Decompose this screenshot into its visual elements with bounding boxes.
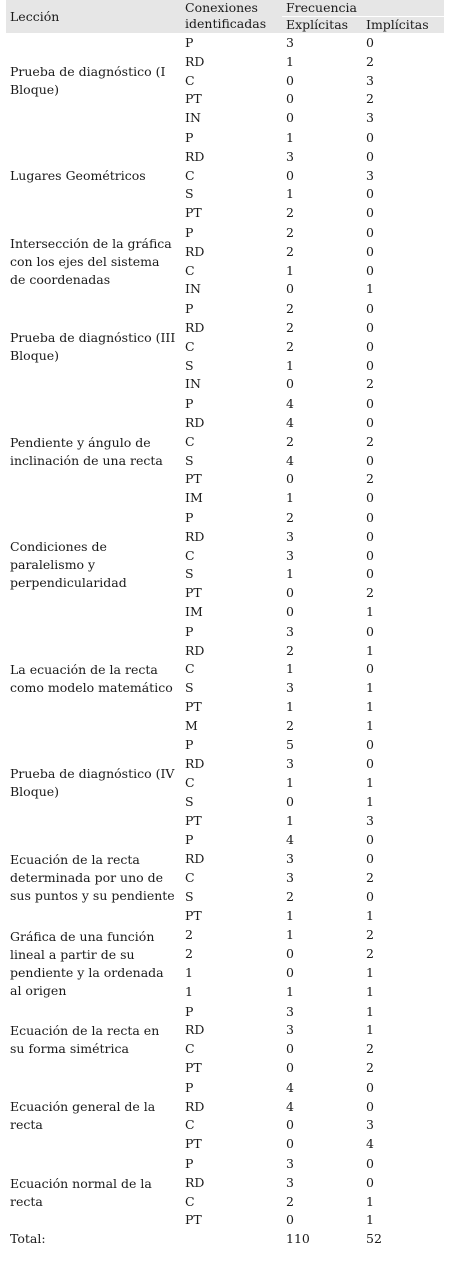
explicit-cell: 2 (286, 319, 294, 335)
connection-cell: S (185, 357, 194, 373)
connection-cell: 2 (185, 946, 193, 962)
connection-cell: PT (185, 471, 202, 487)
implicit-cell: 0 (366, 205, 374, 221)
connection-cell: PT (185, 205, 202, 221)
explicit-cell: 3 (282, 622, 362, 641)
implicit-cell: 1 (366, 717, 374, 733)
implicit-cell: 2 (366, 471, 374, 487)
implicit-cell: 0 (366, 452, 374, 468)
connection-cell: PT (185, 812, 202, 828)
explicit-cell: 0 (286, 167, 294, 183)
total-implicit: 52 (366, 1231, 382, 1247)
explicit-cell: 2 (282, 223, 362, 242)
implicit-cell: 2 (366, 53, 374, 69)
connection-cell: P (181, 736, 282, 755)
explicit-cell: 1 (286, 983, 294, 999)
connection-cell: RD (185, 642, 205, 658)
implicit-cell: 2 (366, 585, 374, 601)
explicit-cell: 1 (286, 775, 294, 791)
explicit-cell: 2 (286, 243, 294, 259)
explicit-cell: 4 (282, 1078, 362, 1097)
connection-cell: C (185, 870, 195, 886)
implicit-cell: 0 (362, 34, 444, 53)
connection-cell: P (181, 622, 282, 641)
connection-cell: C (185, 338, 195, 354)
explicit-cell: 0 (286, 376, 294, 392)
table-row (6, 1078, 444, 1097)
explicit-cell: 3 (286, 547, 294, 563)
connection-cell: S (185, 793, 194, 809)
lesson-cell: Prueba de diagnóstico (IV Bloque) (6, 736, 181, 831)
explicit-cell: 3 (286, 756, 294, 772)
implicit-cell: 3 (366, 1117, 374, 1133)
connection-cell: C (185, 262, 195, 278)
implicit-cell: 1 (366, 907, 374, 923)
explicit-cell: 4 (282, 831, 362, 850)
connection-cell: RD (185, 319, 205, 335)
table-row (6, 831, 444, 850)
connection-cell: C (185, 167, 195, 183)
explicit-cell: 1 (286, 907, 294, 923)
implicit-cell: 0 (362, 508, 444, 527)
connection-cell: RD (185, 243, 205, 259)
implicit-cell: 0 (362, 128, 444, 147)
implicit-cell: 3 (366, 110, 374, 126)
explicit-cell: 3 (282, 1155, 362, 1174)
connection-cell: C (185, 1117, 195, 1133)
header-implicit: Implícitas (362, 17, 444, 34)
implicit-cell: 0 (362, 622, 444, 641)
connection-cell: S (185, 888, 194, 904)
connection-cell: IM (185, 490, 203, 506)
connection-cell: PT (185, 907, 202, 923)
table-row (6, 395, 444, 414)
connection-cell: PT (185, 91, 202, 107)
explicit-cell: 4 (286, 1098, 294, 1114)
implicit-cell: 0 (362, 831, 444, 850)
lesson-cell: Ecuación de la recta en su forma simétrica (6, 1002, 181, 1078)
connection-cell: P (181, 1078, 282, 1097)
total-row (6, 1230, 444, 1248)
explicit-cell: 3 (286, 851, 294, 867)
explicit-cell: 3 (286, 1022, 294, 1038)
connection-cell: P (181, 34, 282, 53)
explicit-cell: 0 (286, 965, 294, 981)
connection-cell: C (185, 775, 195, 791)
implicit-cell: 2 (362, 926, 444, 945)
explicit-cell: 3 (286, 1174, 294, 1190)
connection-cell: IN (185, 110, 201, 126)
connection-cell: S (185, 186, 194, 202)
explicit-cell: 2 (286, 717, 294, 733)
explicit-cell: 3 (282, 1002, 362, 1021)
explicit-cell: 1 (286, 812, 294, 828)
table-row (6, 1155, 444, 1174)
connection-cell: P (181, 831, 282, 850)
implicit-cell: 2 (366, 946, 374, 962)
connection-cell: C (185, 1041, 195, 1057)
connection-cell: PT (185, 585, 202, 601)
connection-cell: RD (185, 414, 205, 430)
table-row (6, 300, 444, 319)
header-connections: Conexiones identificadas (181, 0, 282, 34)
implicit-cell: 2 (366, 433, 374, 449)
explicit-cell: 3 (286, 528, 294, 544)
table-row (6, 622, 444, 641)
connection-cell: P (181, 300, 282, 319)
explicit-cell: 2 (286, 205, 294, 221)
explicit-cell: 1 (286, 661, 294, 677)
implicit-cell: 2 (366, 870, 374, 886)
explicit-cell: 0 (286, 281, 294, 297)
explicit-cell: 1 (286, 186, 294, 202)
implicit-cell: 0 (366, 1098, 374, 1114)
lesson-cell: Ecuación general de la recta (6, 1078, 181, 1154)
explicit-cell: 3 (286, 870, 294, 886)
implicit-cell: 0 (366, 338, 374, 354)
implicit-cell: 1 (366, 775, 374, 791)
implicit-cell: 0 (362, 395, 444, 414)
implicit-cell: 0 (366, 1174, 374, 1190)
implicit-cell: 1 (366, 983, 374, 999)
implicit-cell: 0 (362, 1155, 444, 1174)
explicit-cell: 0 (286, 603, 294, 619)
lesson-cell: Prueba de diagnóstico (III Bloque) (6, 300, 181, 395)
connection-cell: P (181, 128, 282, 147)
explicit-cell: 0 (286, 585, 294, 601)
total-explicit: 110 (286, 1231, 310, 1247)
implicit-cell: 0 (366, 262, 374, 278)
explicit-cell: 3 (286, 148, 294, 164)
connection-cell: S (185, 680, 194, 696)
connection-cell: IM (185, 603, 203, 619)
explicit-cell: 2 (282, 508, 362, 527)
connection-cell: PT (185, 1060, 202, 1076)
header-lesson: Lección (6, 0, 181, 34)
explicit-cell: 1 (286, 262, 294, 278)
implicit-cell: 0 (362, 1078, 444, 1097)
implicit-cell: 0 (366, 357, 374, 373)
connection-cell: P (181, 395, 282, 414)
explicit-cell: 1 (282, 926, 362, 945)
connection-cell: P (181, 508, 282, 527)
connection-cell: PT (185, 1212, 202, 1228)
explicit-cell: 0 (286, 72, 294, 88)
explicit-cell: 1 (286, 698, 294, 714)
connection-cell: PT (185, 1136, 202, 1152)
table-row (6, 223, 444, 242)
implicit-cell: 1 (366, 1212, 374, 1228)
total-empty (181, 1230, 282, 1248)
explicit-cell: 0 (286, 1117, 294, 1133)
connection-cell: RD (185, 1174, 205, 1190)
implicit-cell: 2 (366, 91, 374, 107)
explicit-cell: 0 (286, 1212, 294, 1228)
table-row (6, 508, 444, 527)
connection-cell: C (185, 1193, 195, 1209)
explicit-cell: 0 (286, 1060, 294, 1076)
lesson-cell: La ecuación de la recta como modelo matemático (6, 622, 181, 736)
explicit-cell: 0 (286, 793, 294, 809)
implicit-cell: 1 (366, 680, 374, 696)
implicit-cell: 1 (366, 793, 374, 809)
explicit-cell: 1 (286, 490, 294, 506)
connection-cell: RD (185, 1022, 205, 1038)
lesson-cell: Ecuación normal de la recta (6, 1155, 181, 1231)
explicit-cell: 0 (286, 110, 294, 126)
implicit-cell: 0 (366, 756, 374, 772)
implicit-cell: 1 (366, 603, 374, 619)
connection-cell: C (185, 72, 195, 88)
connection-cell: S (185, 452, 194, 468)
connection-cell: P (181, 223, 282, 242)
lesson-cell: Intersección de la gráfica con los ejes del sistema de coordenadas (6, 223, 181, 299)
implicit-cell: 0 (366, 661, 374, 677)
connection-cell: PT (185, 698, 202, 714)
explicit-cell: 0 (286, 91, 294, 107)
lesson-cell: Prueba de diagnóstico (I Bloque) (6, 34, 181, 129)
implicit-cell: 1 (366, 281, 374, 297)
connection-cell: S (185, 566, 194, 582)
implicit-cell: 0 (366, 319, 374, 335)
implicit-cell: 4 (366, 1136, 374, 1152)
connection-cell: RD (185, 148, 205, 164)
explicit-cell: 0 (286, 1041, 294, 1057)
implicit-cell: 3 (366, 167, 374, 183)
explicit-cell: 5 (282, 736, 362, 755)
connection-cell: RD (185, 756, 205, 772)
connection-cell: 2 (181, 926, 282, 945)
implicit-cell: 0 (366, 243, 374, 259)
explicit-cell: 4 (286, 414, 294, 430)
implicit-cell: 1 (366, 698, 374, 714)
table-body (6, 34, 444, 1231)
explicit-cell: 2 (286, 888, 294, 904)
implicit-cell: 0 (366, 566, 374, 582)
lesson-cell: Ecuación de la recta determinada por uno de sus puntos y su pendiente (6, 831, 181, 926)
explicit-cell: 0 (286, 471, 294, 487)
connection-cell: M (185, 717, 198, 733)
connection-cell: IN (185, 281, 201, 297)
connections-table (6, 0, 444, 1248)
implicit-cell: 0 (366, 888, 374, 904)
implicit-cell: 1 (366, 1022, 374, 1038)
implicit-cell: 0 (366, 186, 374, 202)
total-label: Total: (10, 1231, 46, 1247)
implicit-cell: 2 (366, 376, 374, 392)
header-explicit: Explícitas (282, 17, 362, 34)
implicit-cell: 0 (362, 300, 444, 319)
explicit-cell: 2 (286, 433, 294, 449)
explicit-cell: 3 (286, 680, 294, 696)
explicit-cell: 2 (286, 642, 294, 658)
implicit-cell: 1 (366, 965, 374, 981)
lesson-cell: Pendiente y ángulo de inclinación de una recta (6, 395, 181, 509)
connection-cell: P (181, 1155, 282, 1174)
lesson-cell: Condiciones de paralelismo y perpendicularidad (6, 508, 181, 622)
implicit-cell: 0 (366, 547, 374, 563)
table-row (6, 736, 444, 755)
connection-cell: RD (185, 851, 205, 867)
table-row (6, 926, 444, 945)
implicit-cell: 0 (366, 148, 374, 164)
table-row (6, 1002, 444, 1021)
explicit-cell: 4 (282, 395, 362, 414)
header-frequency: Frecuencia (282, 0, 444, 17)
table-row (6, 34, 444, 53)
implicit-cell: 0 (366, 490, 374, 506)
implicit-cell: 1 (362, 1002, 444, 1021)
implicit-cell: 2 (366, 1041, 374, 1057)
implicit-cell: 1 (366, 642, 374, 658)
implicit-cell: 0 (362, 223, 444, 242)
implicit-cell: 0 (366, 528, 374, 544)
explicit-cell: 1 (286, 53, 294, 69)
explicit-cell: 1 (286, 566, 294, 582)
implicit-cell: 1 (366, 1193, 374, 1209)
connection-cell: IN (185, 376, 201, 392)
connection-cell: 1 (185, 983, 193, 999)
lesson-cell: Gráfica de una función lineal a partir de su pendiente y la ordenada al origen (6, 926, 181, 1002)
explicit-cell: 0 (286, 946, 294, 962)
explicit-cell: 4 (286, 452, 294, 468)
implicit-cell: 0 (362, 736, 444, 755)
connection-cell: RD (185, 528, 205, 544)
connection-cell: C (185, 547, 195, 563)
implicit-cell: 3 (366, 812, 374, 828)
explicit-cell: 3 (282, 34, 362, 53)
connection-cell: C (185, 661, 195, 677)
connection-cell: P (181, 1002, 282, 1021)
explicit-cell: 2 (286, 338, 294, 354)
implicit-cell: 0 (366, 851, 374, 867)
connection-cell: RD (185, 53, 205, 69)
table-row (6, 128, 444, 147)
connection-cell: C (185, 433, 195, 449)
connection-cell: RD (185, 1098, 205, 1114)
explicit-cell: 0 (286, 1136, 294, 1152)
explicit-cell: 2 (282, 300, 362, 319)
explicit-cell: 2 (286, 1193, 294, 1209)
implicit-cell: 2 (366, 1060, 374, 1076)
lesson-cell: Lugares Geométricos (6, 128, 181, 223)
connection-cell: 1 (185, 965, 193, 981)
implicit-cell: 0 (366, 414, 374, 430)
explicit-cell: 1 (282, 128, 362, 147)
implicit-cell: 3 (366, 72, 374, 88)
explicit-cell: 1 (286, 357, 294, 373)
